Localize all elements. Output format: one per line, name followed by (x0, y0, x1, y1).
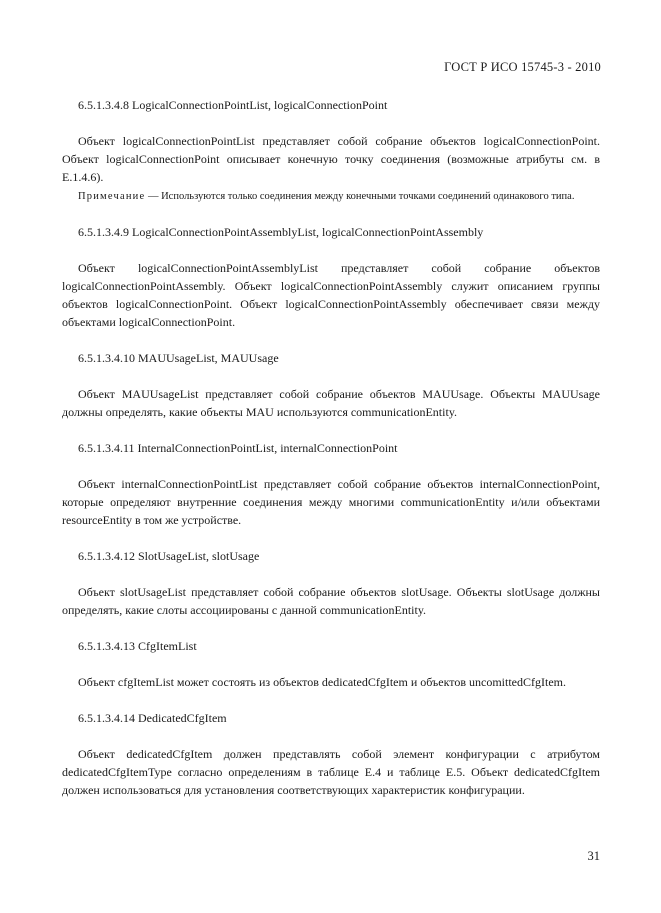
section-paragraph: Объект cfgItemList может состоять из объектов dedicatedCfgItem и объектов uncomittedCfgItem. (78, 675, 566, 689)
section-paragraph: Объект MAUUsageList представляет собой собрание объектов MAUUsage. Объекты MAUUsage должны определять, какие объекты MAU используются communicationEntity. (62, 387, 600, 419)
note (62, 188, 600, 205)
note-label: Примечание (78, 191, 146, 202)
document-body (62, 96, 600, 799)
section-paragraph: Объект logicalConnectionPointAssemblyList представляет собой собрание объектов logicalConnectionPointAssembly. Объект logicalConnectionPointAssembly служит описанием группы объектов logicalConnectionPoint. Объект logicalConnectionPointAssembly обеспечивает связи между объектами logicalConnectionPoint. (62, 261, 600, 329)
section-heading: 6.5.1.3.4.9 LogicalConnectionPointAssemblyList, logicalConnectionPointAssembly (78, 225, 484, 239)
section-heading: 6.5.1.3.4.13 CfgItemList (78, 639, 197, 653)
section-heading: 6.5.1.3.4.8 LogicalConnectionPointList, logicalConnectionPoint (78, 98, 388, 112)
section-paragraph: Объект slotUsageList представляет собой собрание объектов slotUsage. Объекты slotUsage должны определять, какие слоты ассоциированы с данной communicationEntity. (62, 585, 600, 617)
section-paragraph: Объект internalConnectionPointList представляет собой собрание объектов internalConnectionPoint, которые определяют внутренние соединения между многими communicationEntity и/или объектами resourceEntity в том же устройстве. (62, 477, 600, 527)
note-text: — Используются только соединения между конечными точками соединений одинакового типа. (145, 191, 575, 202)
section-heading: 6.5.1.3.4.10 MAUUsageList, MAUUsage (78, 351, 279, 365)
document-header: ГОСТ Р ИСО 15745-3 - 2010 (444, 60, 601, 74)
section-paragraph: Объект dedicatedCfgItem должен представлять собой элемент конфигурации с атрибутом dedicatedCfgItemType согласно определениям в таблице Е.4 и таблице Е.5. Объект dedicatedCfgItem должен использоваться для установления соответствующих характеристик конфигурации. (62, 747, 600, 797)
section-paragraph: Объект logicalConnectionPointList представляет собой собрание объектов logicalConnectionPoint. Объект logicalConnectionPoint описывает конечную точку соединения (возможные атрибуты см. в Е.1.4.6). (62, 134, 600, 184)
section-heading: 6.5.1.3.4.11 InternalConnectionPointList, internalConnectionPoint (78, 441, 398, 455)
section-heading: 6.5.1.3.4.14 DedicatedCfgItem (78, 711, 227, 725)
page-number: 31 (587, 849, 600, 863)
section-heading: 6.5.1.3.4.12 SlotUsageList, slotUsage (78, 549, 260, 563)
